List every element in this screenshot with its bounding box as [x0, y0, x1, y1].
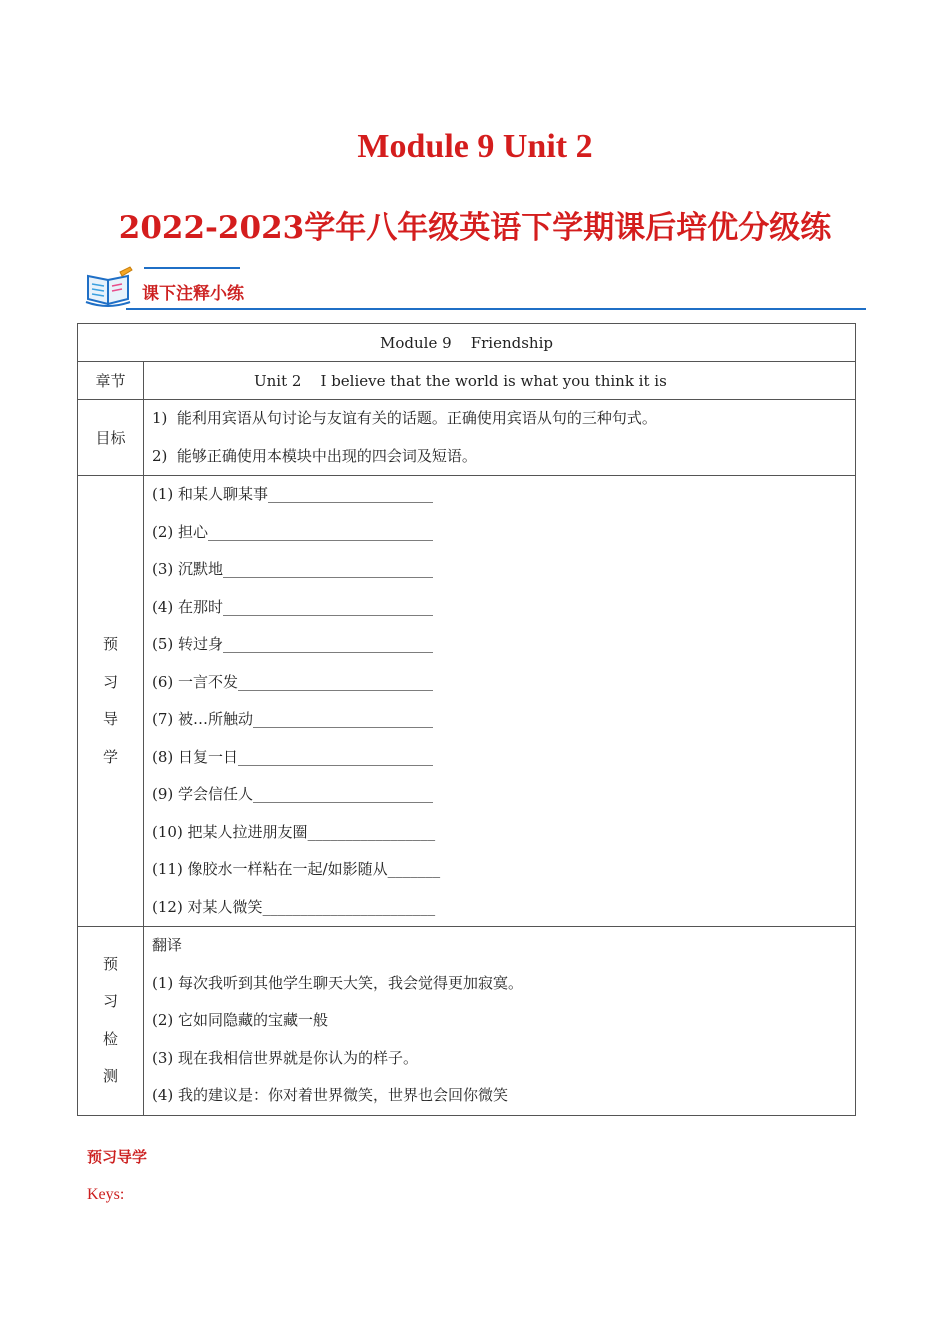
answer-blank[interactable]: __________________________: [238, 747, 434, 766]
phrase-text: (8) 日复一日: [152, 747, 239, 766]
open-book-icon: [84, 266, 136, 308]
page-subtitle: 2022-2023学年八年级英语下学期课后培优分级练: [118, 210, 832, 246]
answer-blank[interactable]: _______________________: [262, 897, 436, 916]
section-bottom-rule: [126, 308, 866, 310]
page-title: Module 9 Unit 2: [357, 128, 593, 165]
preview-row: [78, 476, 856, 927]
translate-item: (1) 每次我听到其他学生聊天大笑，我会觉得更加寂寞。: [152, 973, 524, 992]
goal-item: 1) 能利用宾语从句讨论与友谊有关的话题。正确使用宾语从句的三种句式。: [152, 409, 657, 427]
check-content: [144, 927, 856, 1116]
goals-content: [144, 400, 856, 476]
phrase-text: (4) 在那时: [152, 597, 224, 616]
translate-item: (4) 我的建议是：你对着世界微笑，世界也会回你微笑: [152, 1086, 509, 1104]
answer-blank[interactable]: ____________________________: [223, 560, 434, 578]
translate-item: (3) 现在我相信世界就是你认为的样子。: [152, 1048, 419, 1067]
preview-label-char: 习: [102, 672, 118, 691]
check-label-char: 测: [102, 1067, 118, 1086]
answer-blank[interactable]: _______: [387, 860, 441, 878]
phrase-text: (12) 对某人微笑: [152, 897, 263, 916]
phrase-item: [144, 551, 855, 589]
phrase-text: (11) 像胶水一样粘在一起/如影随从: [152, 860, 388, 878]
check-row: [78, 927, 856, 1116]
phrase-text: (5) 转过身: [152, 635, 224, 653]
phrase-item: [144, 739, 855, 777]
phrase-item: [144, 814, 855, 852]
phrase-text: (6) 一言不发: [152, 672, 239, 691]
goals-label: 目标: [78, 400, 144, 476]
translate-item: (2) 它如同隐藏的宝藏一般: [152, 1011, 329, 1029]
section-header: [84, 262, 866, 314]
answer-blank[interactable]: ____________________________: [223, 597, 434, 616]
check-label-char: 预: [102, 954, 118, 973]
module-header: Module 9 Friendship: [78, 324, 856, 362]
goal-item: 2) 能够正确使用本模块中出现的四会词及短语。: [152, 446, 477, 465]
check-label: [78, 927, 144, 1116]
answer-blank[interactable]: ____________________________: [223, 635, 434, 653]
chapter-label: 章节: [78, 362, 144, 400]
preview-label-char: 导: [102, 710, 118, 728]
phrase-text: (9) 学会信任人: [152, 785, 254, 803]
answer-blank[interactable]: ________________________: [253, 710, 434, 728]
phrase-item: [144, 664, 855, 702]
phrase-item: [144, 851, 855, 889]
phrase-item: [144, 889, 855, 927]
phrase-item: [144, 589, 855, 627]
preview-label-char: 学: [102, 747, 118, 766]
section-top-rule: [144, 267, 240, 269]
goals-row: [78, 400, 856, 476]
chapter-value: Unit 2 I believe that the world is what you think it is: [144, 362, 856, 400]
answers-heading: 预习导学: [87, 1148, 148, 1166]
answer-blank[interactable]: ______________________________: [208, 522, 434, 541]
preview-label-char: 预: [102, 635, 118, 653]
phrase-text: (3) 沉默地: [152, 560, 224, 578]
phrase-item: [144, 776, 855, 814]
answer-blank[interactable]: ________________________: [253, 785, 434, 803]
phrase-item: [144, 626, 855, 664]
answer-blank[interactable]: ______________________: [268, 485, 434, 503]
section-label: 课下注释小练: [142, 284, 244, 304]
check-label-char: 检: [102, 1029, 118, 1048]
phrase-text: (2) 担心: [152, 522, 209, 541]
phrase-item: [144, 476, 855, 514]
phrase-text: (1) 和某人聊某事: [152, 485, 269, 503]
phrase-text: (10) 把某人拉进朋友圈: [152, 822, 308, 841]
translate-heading: 翻译: [152, 936, 183, 954]
table-header-row: [78, 324, 856, 362]
answer-blank[interactable]: __________________________: [238, 672, 434, 691]
check-label-char: 习: [102, 992, 118, 1011]
keys-label: Keys:: [87, 1186, 125, 1203]
chapter-row: [78, 362, 856, 400]
phrase-item: [144, 701, 855, 739]
answer-blank[interactable]: _________________: [307, 822, 436, 841]
phrase-text: (7) 被…所触动: [152, 710, 254, 728]
study-table: [77, 323, 856, 1116]
preview-label: [78, 476, 144, 927]
phrase-item: [144, 514, 855, 552]
preview-content: [144, 476, 856, 927]
